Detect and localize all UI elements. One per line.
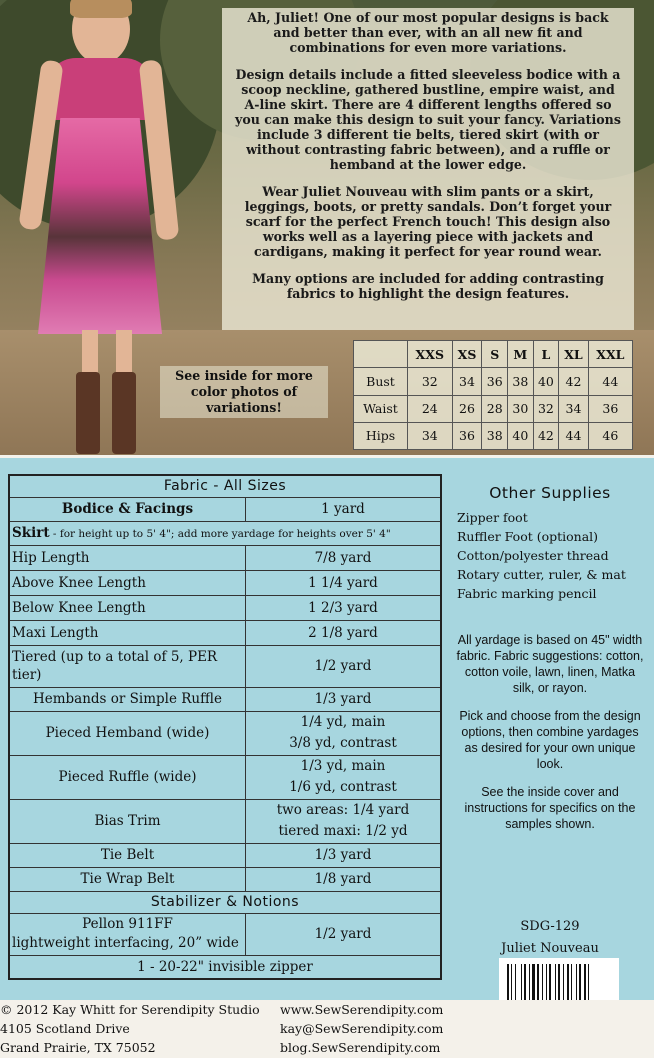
fabric-row (9, 620, 441, 645)
fabric-value: 1 1/4 yard (246, 570, 442, 595)
fabric-row (9, 497, 441, 521)
fabric-label: Bodice & Facings (9, 497, 246, 521)
pattern-name: Juliet Nouveau (501, 941, 599, 956)
size-chart-corner (354, 341, 408, 368)
description-paragraph: Design details include a fitted sleeveless bodice with a scoop neckline, gathered bustline, empire waist, and A-line skirt. There are 4 different lengths offered so you can make this design to suit your fancy. Variations include 3 different tie belts, tiered skirt (with or without contrasting fabric between), and a ruffle or hemband at the lower edge. (235, 67, 621, 172)
fabric-value: 1/8 yard (246, 867, 442, 891)
supply-item: Ruffler Foot (optional) (457, 529, 599, 544)
fabric-row (9, 755, 441, 799)
measurement-value: 42 (533, 422, 559, 449)
photo-note: See inside for more color photos of variations! (160, 366, 328, 418)
measurement-value: 38 (508, 368, 534, 395)
skirt-row (9, 521, 441, 545)
fabric-label: Maxi Length (9, 620, 246, 645)
fabric-row (9, 799, 441, 843)
fabric-value-cell (246, 711, 442, 755)
fabric-label: Below Knee Length (9, 595, 246, 620)
fabric-value: 1 2/3 yard (246, 595, 442, 620)
size-chart-row (354, 422, 633, 449)
fabric-row (9, 913, 441, 955)
skirt-label: Skirt (12, 525, 50, 541)
fabric-value-cell (246, 755, 442, 799)
fabric-label: Tie Wrap Belt (9, 867, 246, 891)
fabric-label: Tiered (up to a total of 5, PER tier) (9, 645, 246, 687)
measurement-value: 36 (588, 395, 632, 422)
size-chart-header (354, 341, 633, 368)
fabric-label: Pieced Hemband (wide) (9, 711, 246, 755)
skirt-header (9, 521, 441, 545)
size-label: XL (559, 341, 589, 368)
blog-link[interactable]: blog.SewSerendipity.com (280, 1040, 441, 1055)
cover-photo (0, 0, 654, 455)
fabric-table-header: Fabric - All Sizes (9, 475, 441, 497)
measurement-value: 34 (407, 422, 452, 449)
info-paragraph: Pick and choose from the design options, then combine yardages as desired for your own unique look. (459, 709, 641, 771)
fabric-value: 1/4 yd, main (300, 714, 386, 730)
measurement-value: 36 (452, 422, 482, 449)
fabric-value: 7/8 yard (246, 545, 442, 570)
fabric-value: 1/6 yd, contrast (289, 779, 397, 795)
fabric-value: 1 yard (246, 497, 442, 521)
fabric-label: Pieced Ruffle (wide) (9, 755, 246, 799)
fabric-label: Bias Trim (9, 799, 246, 843)
measurement-value: 42 (559, 368, 589, 395)
description-paragraph: Many options are included for adding contrasting fabrics to highlight the design features. (252, 271, 604, 301)
yardage-info (455, 632, 645, 844)
pattern-id (455, 916, 645, 960)
address-line: Grand Prairie, TX 75052 (0, 1040, 156, 1055)
fabric-row (9, 545, 441, 570)
measurement-value: 26 (452, 395, 482, 422)
fabric-table (8, 474, 442, 980)
measurement-value: 32 (407, 368, 452, 395)
fabric-label: Hip Length (9, 545, 246, 570)
zipper-note: 1 - 20-22" invisible zipper (9, 955, 441, 979)
publisher-address (0, 1000, 260, 1057)
size-label: M (508, 341, 534, 368)
size-label: S (482, 341, 508, 368)
fabric-row (9, 843, 441, 867)
fabric-table-header-row (9, 475, 441, 497)
description-paragraph: Ah, Juliet! One of our most popular designs is back and better than ever, with an all new fit and combinations for even more variations. (247, 10, 609, 55)
fabric-row (9, 955, 441, 979)
skirt-note: - for height up to 5' 4"; add more yardage for heights over 5' 4" (49, 528, 391, 540)
supply-item: Zipper foot (457, 510, 528, 525)
measurement-value: 40 (533, 368, 559, 395)
measurement-label: Waist (354, 395, 408, 422)
measurement-value: 46 (588, 422, 632, 449)
fabric-value: 1/3 yard (246, 843, 442, 867)
measurement-value: 36 (482, 368, 508, 395)
fabric-label: Hembands or Simple Ruffle (9, 687, 246, 711)
measurement-value: 44 (588, 368, 632, 395)
size-label: XXL (588, 341, 632, 368)
size-label: XS (452, 341, 482, 368)
fabric-row (9, 645, 441, 687)
measurement-value: 44 (559, 422, 589, 449)
fabric-row (9, 867, 441, 891)
measurement-label: Bust (354, 368, 408, 395)
website-link[interactable]: www.SewSerendipity.com (280, 1002, 444, 1017)
fabric-label: lightweight interfacing, 20” wide (12, 935, 239, 951)
description-paragraph: Wear Juliet Nouveau with slim pants or a skirt, leggings, boots, or pretty sandals. Don’t forget your scarf for the perfect French touch! This design also works well as a layering piece with jackets and cardigans, making it perfect for year round wear. (244, 184, 612, 259)
fabric-value: 1/3 yard (246, 687, 442, 711)
address-line: © 2012 Kay Whitt for Serendipity Studio (0, 1002, 260, 1017)
address-line: 4105 Scotland Drive (0, 1021, 130, 1036)
fabric-label: Tie Belt (9, 843, 246, 867)
fabric-row (9, 687, 441, 711)
other-supplies (455, 484, 645, 603)
fabric-value-cell (246, 799, 442, 843)
fabric-value: two areas: 1/4 yard (276, 802, 410, 818)
fabric-value: 1/3 yd, main (300, 758, 386, 774)
fabric-value: 1/2 yard (246, 645, 442, 687)
fabric-value: 3/8 yd, contrast (289, 735, 397, 751)
fabric-label: Pellon 911FF (82, 916, 173, 932)
footer (0, 1000, 654, 1058)
fabric-label-cell (9, 913, 246, 955)
info-paragraph: All yardage is based on 45" width fabric. Fabric suggestions: cotton, cotton voile, lawn, linen, Matka silk, or rayon. (456, 633, 644, 695)
measurement-value: 32 (533, 395, 559, 422)
measurement-value: 28 (482, 395, 508, 422)
pattern-code: SDG-129 (520, 919, 580, 934)
fabric-value: 1/2 yard (246, 913, 442, 955)
measurement-value: 34 (559, 395, 589, 422)
size-chart-row (354, 368, 633, 395)
supply-item: Cotton/polyester thread (457, 548, 609, 563)
size-label: XXS (407, 341, 452, 368)
stabilizer-header: Stabilizer & Notions (9, 891, 441, 913)
fabric-value: tiered maxi: 1/2 yd (278, 823, 408, 839)
measurement-value: 24 (407, 395, 452, 422)
measurement-label: Hips (354, 422, 408, 449)
publisher-contacts (280, 1000, 443, 1057)
model-figure (20, 0, 180, 455)
email-link[interactable]: kay@SewSerendipity.com (280, 1021, 444, 1036)
supply-item: Rotary cutter, ruler, & mat (457, 567, 626, 582)
fabric-row (9, 711, 441, 755)
fabric-label: Above Knee Length (9, 570, 246, 595)
measurement-value: 38 (482, 422, 508, 449)
size-chart-row (354, 395, 633, 422)
fabric-row (9, 570, 441, 595)
fabric-value: 2 1/8 yard (246, 620, 442, 645)
size-label: L (533, 341, 559, 368)
supply-item: Fabric marking pencil (457, 586, 597, 601)
other-supplies-title: Other Supplies (489, 484, 611, 502)
description-panel (222, 8, 634, 330)
measurement-value: 30 (508, 395, 534, 422)
stabilizer-header-row (9, 891, 441, 913)
info-paragraph: See the inside cover and instructions for specifics on the samples shown. (464, 785, 636, 831)
measurement-value: 34 (452, 368, 482, 395)
fabric-row (9, 595, 441, 620)
measurement-value: 40 (508, 422, 534, 449)
size-chart (353, 340, 633, 450)
